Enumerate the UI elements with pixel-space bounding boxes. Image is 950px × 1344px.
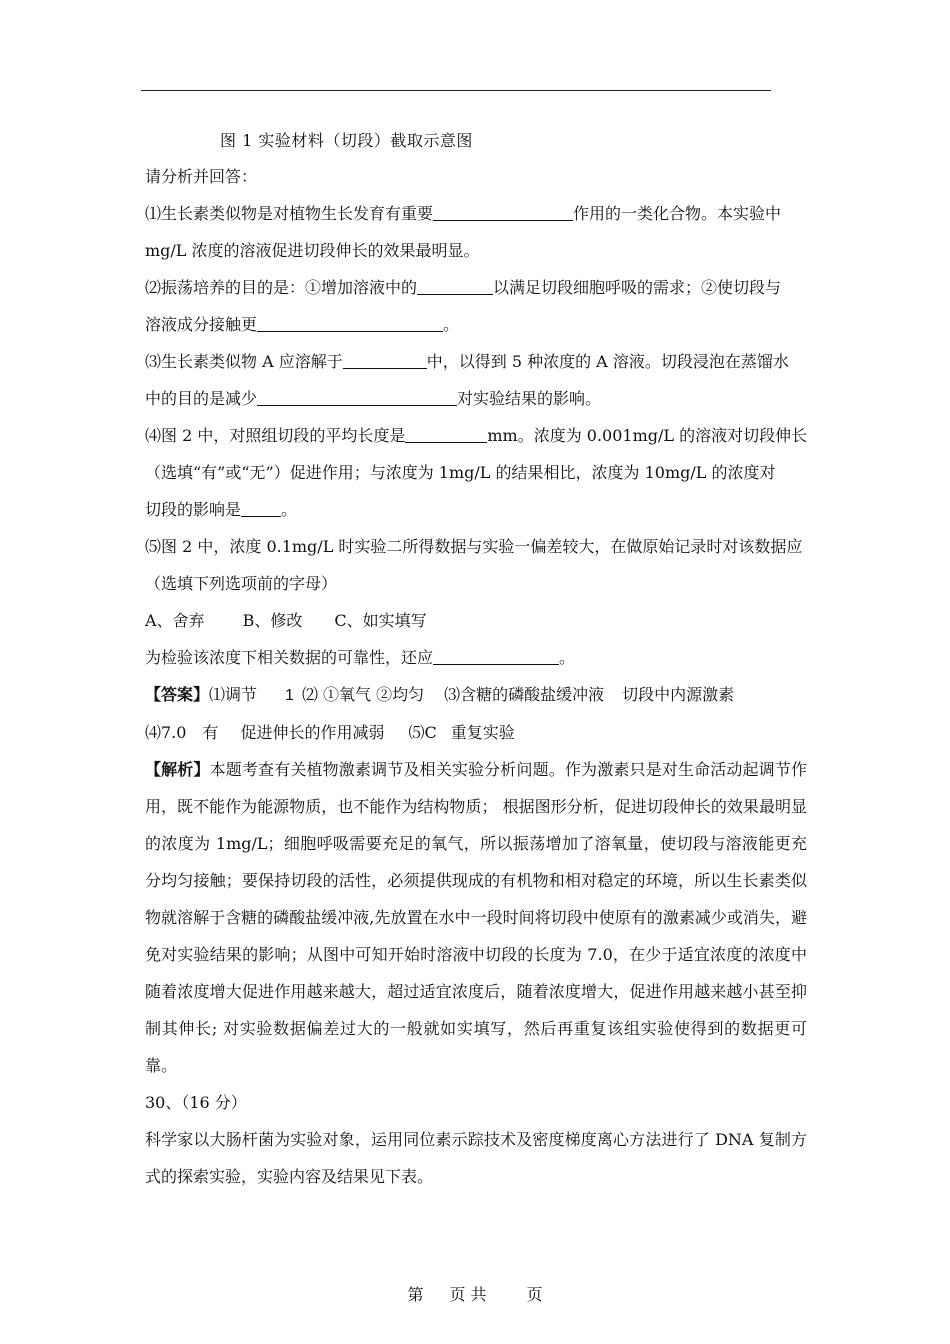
- q30-text: 科学家以大肠杆菌为实验对象，运用同位素示踪技术及密度梯度离心方法进行了 DNA 复制方式的探索实验，实验内容及结果见下表。: [145, 1130, 807, 1186]
- figure-caption: 图 1 实验材料（切段）截取示意图: [220, 131, 473, 150]
- q4-line2: （选填“有”或“无”）促进作用；与浓度为 1mg/L 的结果相比，浓度为 10mg/L 的浓度对: [145, 463, 776, 482]
- q4-line3: 切段的影响是 。: [145, 500, 298, 519]
- analysis-label: 【解析】: [145, 760, 210, 779]
- page-footer: [0, 1282, 950, 1305]
- answer-line1: 【答案】⑴调节 1 ⑵ ①氧气 ②均匀 ⑶含糖的磷酸盐缓冲液 切段中内源激素: [145, 685, 735, 704]
- q3-line2: 中的目的是减少 对实验结果的影响。: [145, 389, 602, 408]
- q3-blank-2: [257, 389, 457, 406]
- answer-label: 【答案】: [145, 685, 210, 704]
- q4-blank-1: [405, 426, 487, 443]
- answer-line2: ⑷7.0 有 促进伸长的作用减弱 ⑸C 重复实验: [145, 723, 515, 742]
- document-body: [145, 158, 807, 1195]
- analysis-paragraph: 【解析】本题考查有关植物激素调节及相关实验分析问题。作为激素只是对生命活动起调节作用，既不能作为能源物质，也不能作为结构物质； 根据图形分析，促进切段伸长的效果最明显的浓度为 1mg/L；细胞呼吸需要充足的氧气，所以振荡增加了溶氧量，使切段与溶液能更充分均匀接触；要保持切段的活性，必须提供现成的有机物和相对稳定的环境，所以生长素类似物就溶解于含糖的磷酸盐缓冲液,先放置在水中一段时间将切段中使原有的激素减少或消失，避免对实验结果的影响；从图中可知开始时溶液中切段的长度为 7.0，在少于适宜浓度的浓度中随着浓度增大促进作用越来越大，超过适宜浓度后，随着浓度增大，促进作用越来越小甚至抑制其伸长; 对实验数据偏差过大的一般就如实填写，然后再重复该组实验使得到的数据更可靠。: [145, 760, 807, 1075]
- footer-di: 第: [407, 1285, 424, 1304]
- q4-blank-2: [241, 500, 281, 517]
- q4-line1: ⑷图 2 中，对照组切段的平均长度是 mm。浓度为 0.001mg/L 的溶液对切段伸长: [145, 426, 808, 445]
- q2-blank-1: [417, 278, 493, 295]
- q5-line1: ⑸图 2 中，浓度 0.1mg/L 时实验二所得数据与实验一偏差较大，在做原始记录时对该数据应: [145, 537, 803, 556]
- q30-heading: 30、（16 分）: [145, 1093, 247, 1112]
- q5-blank-1: [433, 648, 559, 665]
- q1-blank-1: [433, 204, 573, 221]
- footer-ye-gong: 页 共: [449, 1285, 487, 1304]
- footer-ye: 页: [526, 1285, 543, 1304]
- option-c: C、如实填写: [334, 611, 427, 630]
- q3-line1: ⑶生长素类似物 A 应溶解于 中，以得到 5 种浓度的 A 溶液。切段浸泡在蒸馏水: [145, 352, 789, 371]
- q1-line2: mg/L 浓度的溶液促进切段伸长的效果最明显。: [145, 241, 480, 260]
- option-a: A、舍弃: [145, 611, 205, 630]
- option-b: B、修改: [242, 611, 303, 630]
- q5-line4: 为检验该浓度下相关数据的可靠性，还应 。: [145, 648, 576, 667]
- q2-line1: ⑵振荡培养的目的是：①增加溶液中的 以满足切段细胞呼吸的需求；②使切段与: [145, 278, 782, 297]
- q5-line2: （选填下列选项前的字母）: [145, 574, 338, 593]
- q5-options: [145, 602, 807, 639]
- q2-blank-2: [257, 315, 443, 332]
- q2-line2: 溶液成分接触更 。: [145, 315, 460, 334]
- prompt-line: 请分析并回答：: [145, 167, 258, 186]
- q1-line1: ⑴生长素类似物是对植物生长发育有重要 作用的一类化合物。本实验中: [145, 204, 782, 223]
- q3-blank-1: [343, 352, 427, 369]
- header-rule: [141, 90, 771, 91]
